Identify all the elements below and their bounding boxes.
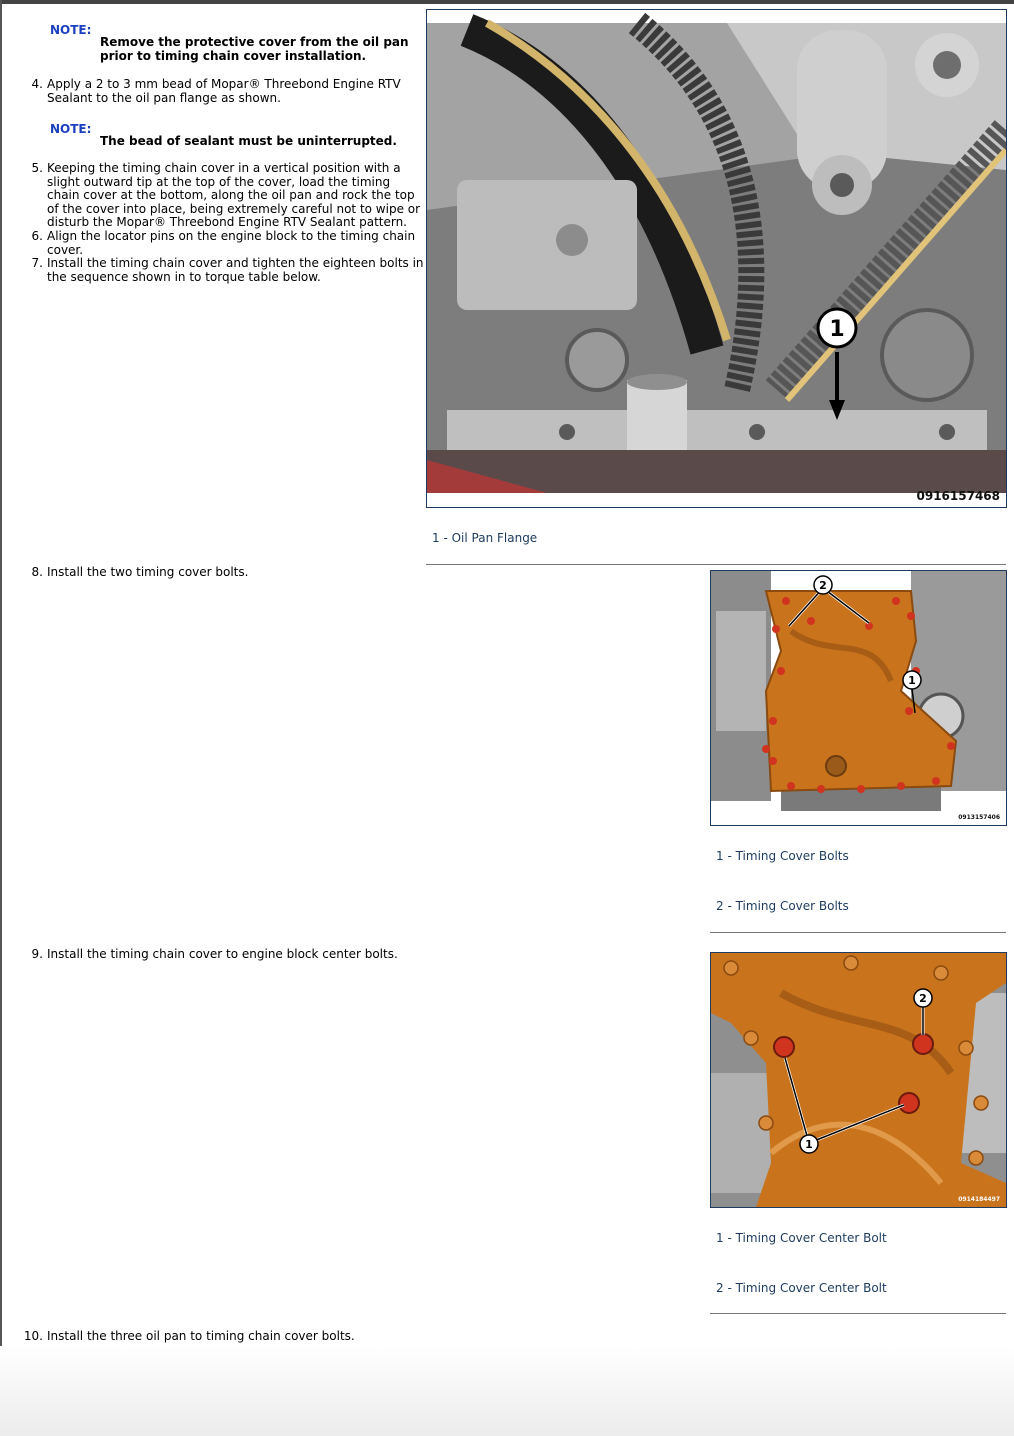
- top-border: [0, 0, 1014, 4]
- timing-cover-center-bolts-illustration: [710, 952, 1007, 1208]
- step-8: [31, 565, 427, 580]
- figure-id: 0916157468: [916, 489, 1000, 503]
- step-9: [31, 947, 447, 962]
- step-10: [23, 1329, 447, 1344]
- figure-caption: 2 - Timing Cover Bolts: [716, 899, 849, 913]
- timing-cover-bolts-illustration: [710, 570, 1007, 826]
- step-text: Install the two timing cover bolts.: [47, 565, 249, 579]
- figure-caption: 1 - Oil Pan Flange: [432, 531, 538, 545]
- center-bolt-drawing: [711, 953, 1006, 1207]
- divider: [710, 932, 1006, 933]
- figure-id: 0913157406: [958, 814, 1000, 821]
- step-6: [31, 229, 425, 257]
- step-text: Install the timing chain cover to engine block center bolts.: [47, 947, 398, 961]
- step-text: Install the three oil pan to timing chain cover bolts.: [47, 1329, 355, 1343]
- note-text: Remove the protective cover from the oil pan prior to timing chain cover installation.: [100, 35, 409, 63]
- step-text: Install the timing chain cover and tighten the eighteen bolts in the sequence shown in to torque table below.: [47, 256, 424, 284]
- step-number: 10.: [23, 1329, 43, 1343]
- step-number: 7.: [31, 256, 43, 270]
- callout-2: 2: [919, 992, 927, 1005]
- left-border: [0, 0, 2, 1436]
- step-text: Keeping the timing chain cover in a vertical position with a slight outward tip at the top of the cover, load the timing chain cover at the bottom, along the oil pan and rock the top of the cover into place, being extremely careful not to wipe or disturb the Mopar® Threebond Engine RTV Sealant pattern.: [47, 161, 421, 229]
- figure-id: 0914184497: [958, 1196, 1000, 1203]
- oil-pan-flange-photo: [426, 9, 1007, 508]
- note-text: The bead of sealant must be uninterrupted.: [100, 134, 397, 148]
- step-number: 4.: [31, 77, 43, 91]
- callout-1: 1: [805, 1138, 813, 1151]
- timing-cover-drawing: [711, 571, 1006, 825]
- step-7: [31, 256, 425, 284]
- step-5: [31, 161, 425, 230]
- step-number: 6.: [31, 229, 43, 243]
- figure-caption: 1 - Timing Cover Bolts: [716, 849, 849, 863]
- step-4: [31, 77, 417, 105]
- step-text: Apply a 2 to 3 mm bead of Mopar® Threebond Engine RTV Sealant to the oil pan flange as shown.: [47, 77, 401, 105]
- note-label: NOTE:: [50, 122, 92, 136]
- divider: [710, 1313, 1006, 1314]
- step-text: Align the locator pins on the engine block to the timing chain cover.: [47, 229, 416, 257]
- callout-1: 1: [829, 317, 845, 342]
- callout-2: 2: [819, 579, 827, 592]
- figure-caption: 2 - Timing Cover Center Bolt: [716, 1281, 887, 1295]
- oil-pan-flange-drawing: [427, 10, 1006, 507]
- callout-1: 1: [908, 674, 916, 687]
- figure-caption: 1 - Timing Cover Center Bolt: [716, 1231, 887, 1245]
- step-number: 5.: [31, 161, 43, 175]
- step-number: 9.: [31, 947, 43, 961]
- divider: [426, 564, 1006, 565]
- note-label: NOTE:: [50, 23, 92, 37]
- step-number: 8.: [31, 565, 43, 579]
- page-bottom-shade: [0, 1346, 1014, 1436]
